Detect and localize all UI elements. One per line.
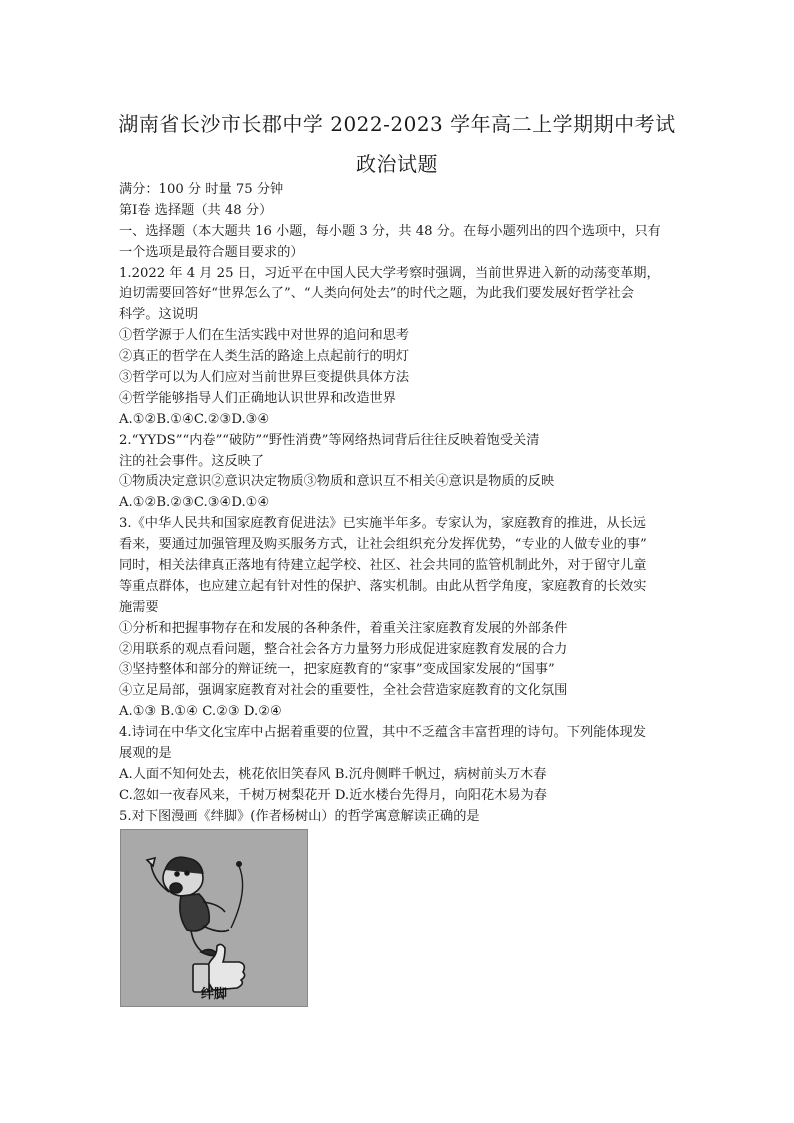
question-statement: ②真正的哲学在人类生活的路途上点起前行的明灯 — [119, 349, 410, 365]
question-statement: ③坚持整体和部分的辩证统一，把家庭教育的“家事”变成国家发展的“国事” — [119, 662, 555, 678]
section-heading: 第Ⅰ卷 选择题（共 48 分） — [119, 202, 273, 218]
question-options: A.①②B.①④C.②③D.③④ — [119, 411, 270, 427]
instruction-line-2: 一个选项是最符合题目要求的） — [119, 244, 304, 260]
question-statement: ①分析和把握事物存在和发展的各种条件，着重关注家庭教育发展的外部条件 — [119, 620, 568, 636]
question-options: A.①③ B.①④ C.②③ D.②④ — [119, 704, 282, 720]
question-statement: ①物质决定意识②意识决定物质③物质和意识互不相关④意识是物质的反映 — [119, 474, 555, 490]
question-line: 同时，相关法律真正落地有待建立起学校、社区、社会共同的监管机制此外，对于留守儿童 — [119, 558, 647, 574]
motion-tip — [236, 861, 242, 867]
question-options: A.人面不知何处去，桃花依旧笑春风 B.沉舟侧畔千帆过，病树前头万木春 — [119, 766, 547, 782]
question-statement: ④哲学能够指导人们正确地认识世界和改造世界 — [119, 390, 396, 406]
question-line: 4.诗词在中华文化宝库中占据着重要的位置，其中不乏蕴含丰富哲理的诗句。下列能体现发 — [119, 725, 646, 741]
question-2 — [119, 431, 679, 515]
question-line: 迫切需要回答好“世界怎么了”、“人类向何处去”的时代之题，为此我们要发展好哲学社会 — [119, 286, 634, 302]
exam-title: 湖南省长沙市长郡中学 2022-2023 学年高二上学期期中考试 — [118, 112, 676, 136]
question-statement: ③哲学可以为人们应对当前世界巨变提供具体方法 — [119, 370, 410, 386]
question-4 — [119, 723, 679, 807]
question-5 — [119, 807, 679, 828]
question-1 — [119, 264, 679, 431]
question-line: 3.《中华人民共和国家庭教育促进法》已实施半年多。专家认为，家庭教育的推进，从长远 — [119, 516, 646, 532]
question-line: 1.2022 年 4 月 25 日，习近平在中国人民大学考察时强调，当前世界进入新的动荡变革期， — [119, 265, 660, 281]
instruction-line-1: 一、选择题（本大题共 16 小题，每小题 3 分，共 48 分。在每小题列出的四个选项中，只有 — [119, 223, 661, 239]
falling-man-figure — [147, 857, 229, 955]
exam-subtitle: 政治试题 — [356, 152, 438, 176]
question-line: 科学。这说明 — [119, 307, 199, 323]
question-options: A.①②B.②③C.③④D.①④ — [119, 495, 270, 511]
question-statement: ②用联系的观点看问题，整合社会各方力量努力形成促进家庭教育发展的合力 — [119, 641, 568, 657]
question-line: 展观的是 — [119, 746, 172, 762]
question-statement: ①哲学源于人们在生活实践中对世界的追问和思考 — [119, 328, 410, 344]
question-options: C.忽如一夜春风来，千树万树梨花开 D.近水楼台先得月，向阳花木易为春 — [119, 787, 547, 803]
question-line: 施需要 — [119, 599, 159, 615]
cartoon-figure — [120, 829, 308, 1007]
question-line: 5.对下图漫画《绊脚》(作者杨树山）的哲学寓意解读正确的是 — [119, 808, 480, 824]
question-line: 注的社会事件。这反映了 — [119, 453, 265, 469]
cartoon-drawing — [121, 830, 307, 1006]
question-line: 等重点群体，也应建立起有针对性的保护、落实机制。由此从哲学角度，家庭教育的长效实 — [119, 578, 647, 594]
question-statement: ④立足局部，强调家庭教育对社会的重要性，全社会营造家庭教育的文化氛围 — [119, 683, 568, 699]
cartoon-caption: 绊脚 — [200, 987, 227, 1002]
motion-line — [231, 866, 243, 928]
question-3 — [119, 514, 679, 723]
question-line: 2.“YYDS”“内卷”“破防”“野性消费”等网络热词背后往往反映着饱受关清 — [119, 432, 540, 448]
score-time-line: 满分：100 分 时量 75 分钟 — [119, 182, 284, 197]
question-line: 看来，要通过加强管理及购买服务方式，让社会组织充分发挥优势，“专业的人做专业的事” — [119, 537, 647, 553]
exam-content — [119, 180, 679, 828]
